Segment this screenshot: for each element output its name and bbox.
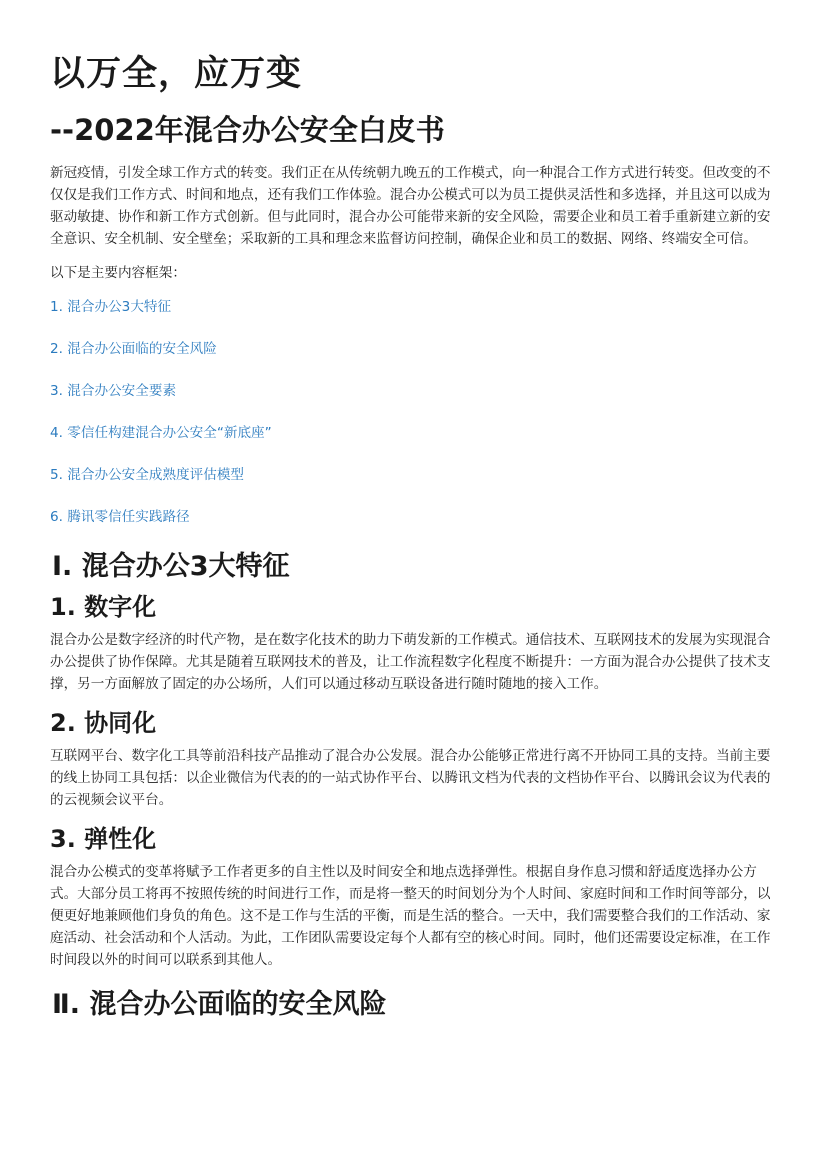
section-2-heading: Ⅱ. 混合办公面临的安全风险	[52, 989, 387, 1020]
subsection-digitalization-heading: 1. 数字化	[50, 593, 157, 621]
toc-item	[50, 381, 780, 401]
subsection-collaboration-heading: 2. 协同化	[50, 709, 157, 737]
intro-paragraph: 新冠疫情，引发全球工作方式的转变。我们正在从传统朝九晚五的工作模式，向一种混合工作方式进行转变。但改变的不仅仅是我们工作方式、时间和地点，还有我们工作体验。混合办公模式可以为员工提供灵活性和多选择，并且这可以成为驱动敏捷、协作和新工作方式创新。但与此同时，混合办公可能带来新的安全风险，需要企业和员工着手重新建立新的安全意识、安全机制、安全壁垒；采取新的工具和理念来监督访问控制，确保企业和员工的数据、网络、终端安全可信。	[50, 165, 771, 247]
table-of-contents	[50, 297, 780, 527]
document-subtitle: --2022年混合办公安全白皮书	[50, 113, 445, 147]
toc-link-4[interactable]: 4. 零信任构建混合办公安全“新底座”	[50, 425, 272, 441]
toc-link-3[interactable]: 3. 混合办公安全要素	[50, 383, 177, 399]
document-title: 以万全，应万变	[50, 54, 303, 94]
toc-item	[50, 507, 780, 527]
section-1-heading: Ⅰ. 混合办公3大特征	[52, 551, 290, 582]
toc-link-5[interactable]: 5. 混合办公安全成熟度评估模型	[50, 467, 245, 483]
subsection-collaboration-text: 互联网平台、数字化工具等前沿科技产品推动了混合办公发展。混合办公能够正常进行离不开协同工具的支持。当前主要的线上协同工具包括：以企业微信为代表的的一站式协作平台、以腾讯文档为代表的文档协作平台、以腾讯会议为代表的的云视频会议平台。	[50, 748, 771, 808]
toc-link-2[interactable]: 2. 混合办公面临的安全风险	[50, 341, 217, 357]
toc-item	[50, 297, 780, 317]
toc-item	[50, 465, 780, 485]
toc-intro: 以下是主要内容框架：	[50, 265, 186, 281]
subsection-flexibility-text: 混合办公模式的变革将赋予工作者更多的自主性以及时间安全和地点选择弹性。根据自身作息习惯和舒适度选择办公方式。大部分员工将再不按照传统的时间进行工作，而是将一整天的时间划分为个人时间、家庭时间和工作时间等部分，以便更好地兼顾他们身负的角色。这不是工作与生活的平衡，而是生活的整合。一天中，我们需要整合我们的工作活动、家庭活动、社会活动和个人活动。为此，工作团队需要设定每个人都有空的核心时间。同时，他们还需要设定标准，在工作时间段以外的时间可以联系到其他人。	[50, 864, 771, 968]
toc-item	[50, 423, 780, 443]
toc-item	[50, 339, 780, 359]
toc-link-6[interactable]: 6. 腾讯零信任实践路径	[50, 509, 190, 525]
subsection-flexibility-heading: 3. 弹性化	[50, 825, 157, 853]
toc-link-1[interactable]: 1. 混合办公3大特征	[50, 299, 172, 315]
document-page	[50, 48, 780, 1027]
subsection-digitalization-text: 混合办公是数字经济的时代产物，是在数字化技术的助力下萌发新的工作模式。通信技术、互联网技术的发展为实现混合办公提供了协作保障。尤其是随着互联网技术的普及，让工作流程数字化程度不断提升：一方面为混合办公提供了技术支撑，另一方面解放了固定的办公场所，人们可以通过移动互联设备进行随时随地的接入工作。	[50, 632, 771, 692]
